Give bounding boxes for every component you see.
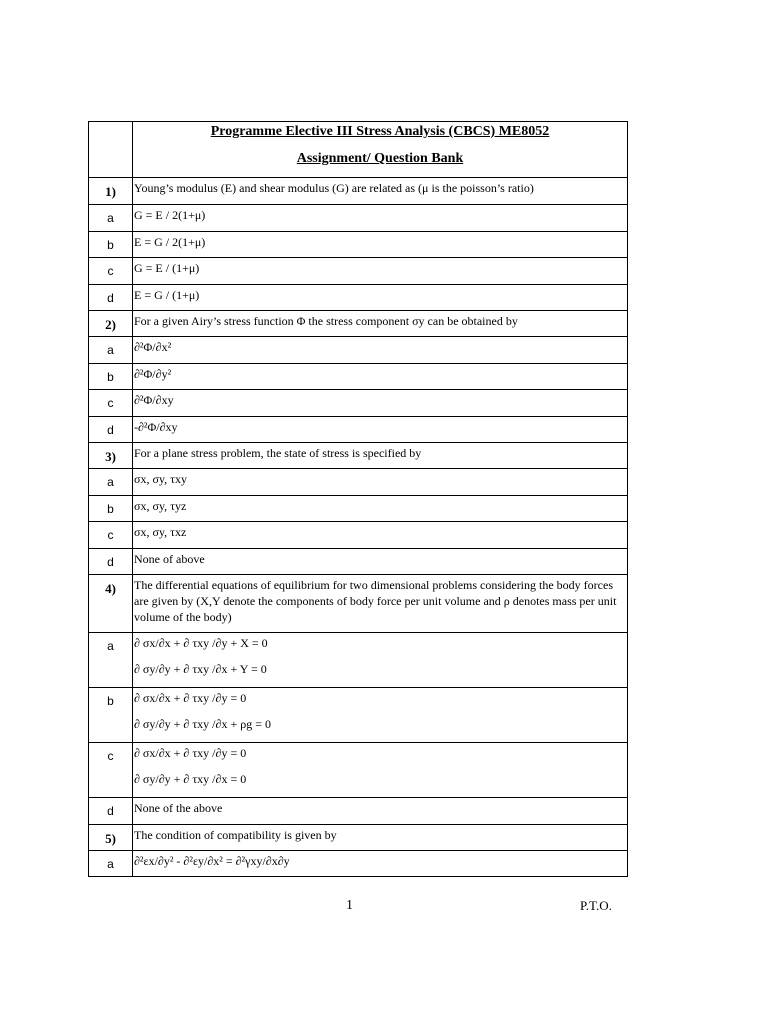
option-text: ∂ σx/∂x + ∂ τxy /∂y = 0 [134,691,247,705]
option-row [89,390,628,417]
header-num-cell [89,122,133,178]
option-row [89,851,628,877]
question-text-cell [133,575,628,633]
option-text: ∂²Φ/∂y² [134,367,172,381]
document-subtitle: Assignment/ Question Bank [296,151,464,166]
option-letter: c [89,522,133,549]
option-letter: d [89,417,133,443]
question-number: 4) [89,575,133,633]
option-row [89,633,628,688]
option-text: G = E / 2(1+μ) [134,208,206,222]
question-number: 5) [89,825,133,851]
option-row [89,469,628,496]
option-text-cell [133,285,628,311]
option-text-cell [133,390,628,417]
option-row [89,688,628,743]
option-text-cell [133,798,628,825]
question-text-cell [133,178,628,205]
option-text-cell [133,549,628,575]
question-number: 3) [89,443,133,469]
option-row [89,549,628,575]
option-text-cell [133,469,628,496]
option-letter: a [89,851,133,877]
option-letter: a [89,337,133,364]
header-row [89,122,628,178]
header-text-cell [133,122,628,178]
option-text: G = E / (1+μ) [134,261,200,275]
option-letter: a [89,205,133,232]
question-number: 1) [89,178,133,205]
option-text: ∂ σx/∂x + ∂ τxy /∂y = 0 [134,746,247,760]
question-table [88,121,628,877]
question-row [89,443,628,469]
option-row [89,417,628,443]
option-row [89,232,628,258]
option-text: E = G / (1+μ) [134,288,200,302]
question-row [89,311,628,337]
question-text: The condition of compatibility is given by [134,828,337,842]
option-row [89,285,628,311]
option-letter: c [89,390,133,417]
question-text: For a given Airy’s stress function Φ the stress component σy can be obtained by [134,314,518,328]
option-text-cell [133,364,628,390]
question-text: The differential equations of equilibrium for two dimensional problems considering the body forces are given by (X,Y denote the components of body force per unit volume and ρ denotes mass per unit volume of the body) [134,578,617,624]
option-text: ∂²Φ/∂x² [134,340,172,354]
option-letter: b [89,496,133,522]
option-letter: a [89,633,133,688]
option-row [89,496,628,522]
option-text: ∂ σx/∂x + ∂ τxy /∂y + X = 0 [134,636,268,650]
option-letter: a [89,469,133,496]
question-row [89,575,628,633]
option-text: σx, σy, τxy [134,472,187,486]
question-text: For a plane stress problem, the state of stress is specified by [134,446,422,460]
option-text: ∂ σy/∂y + ∂ τxy /∂x + Y = 0 [134,662,267,676]
option-letter: b [89,364,133,390]
option-letter: c [89,743,133,798]
option-row [89,798,628,825]
option-text: E = G / 2(1+μ) [134,235,206,249]
option-text: None of the above [134,801,223,815]
question-text-cell [133,311,628,337]
option-letter: b [89,232,133,258]
option-row [89,337,628,364]
option-text-cell [133,417,628,443]
option-letter: c [89,258,133,285]
option-text-cell [133,258,628,285]
option-text-cell [133,743,628,798]
option-row [89,258,628,285]
question-text: Young’s modulus (E) and shear modulus (G) are related as (μ is the poisson’s ratio) [134,181,534,195]
option-text: σx, σy, τyz [134,499,187,513]
option-text-cell [133,522,628,549]
option-text: None of above [134,552,205,566]
option-text: σx, σy, τxz [134,525,187,539]
pto-label: P.T.O. [580,898,612,913]
option-text: ∂ σy/∂y + ∂ τxy /∂x + ρg = 0 [134,717,271,731]
option-letter: b [89,688,133,743]
option-text-cell [133,337,628,364]
option-row [89,364,628,390]
option-text-cell [133,232,628,258]
option-text: ∂²εx/∂y² - ∂²εy/∂x² = ∂²γxy/∂x∂y [134,854,290,868]
option-letter: d [89,798,133,825]
question-row [89,178,628,205]
option-text-cell [133,633,628,688]
option-text-cell [133,851,628,877]
option-row [89,743,628,798]
option-text-cell [133,496,628,522]
document-title: Programme Elective III Stress Analysis (CBCS) ME8052 [210,124,550,139]
option-letter: d [89,285,133,311]
question-number: 2) [89,311,133,337]
option-text-cell [133,688,628,743]
option-row [89,205,628,232]
page-number: 1 [346,898,353,913]
option-text: ∂²Φ/∂xy [134,393,174,407]
option-letter: d [89,549,133,575]
question-row [89,825,628,851]
option-text-cell [133,205,628,232]
option-text: ∂ σy/∂y + ∂ τxy /∂x = 0 [134,772,247,786]
question-text-cell [133,443,628,469]
question-text-cell [133,825,628,851]
option-text: -∂²Φ/∂xy [134,420,178,434]
option-row [89,522,628,549]
